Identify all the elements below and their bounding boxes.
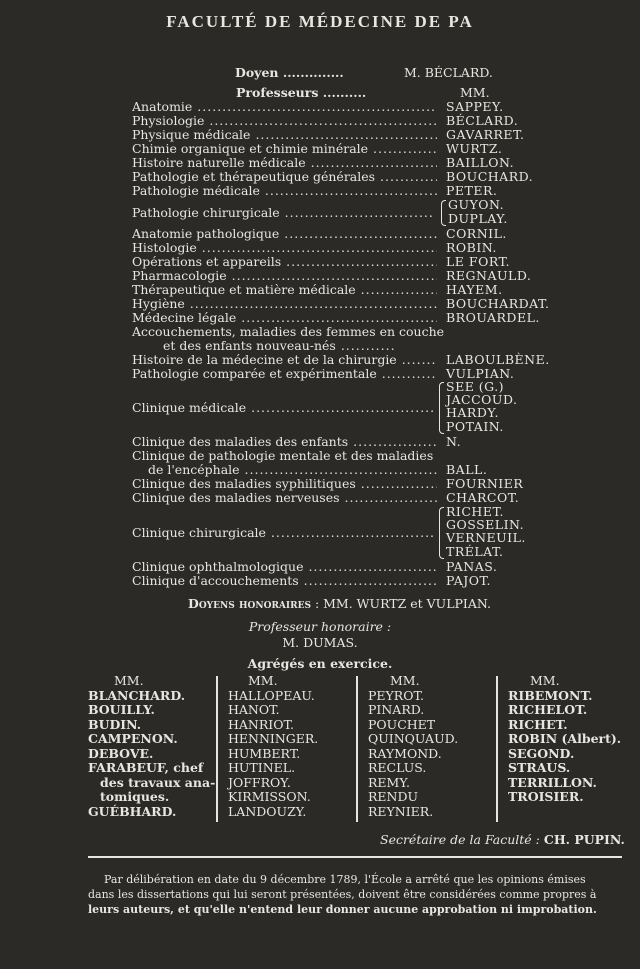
secretaire: Secrétaire de la Faculté : CH. PUPIN. [380, 832, 625, 847]
agrege-name: RENDU [368, 789, 419, 804]
subject-line: Clinique d'accouchements ..... [132, 574, 437, 588]
agrege-name: SEGOND. [508, 745, 575, 761]
note-line: leurs auteurs, et qu'elle n'entend leur donner aucune approbation ni improbation. [88, 903, 597, 916]
professor-name: VULPIAN. [446, 366, 515, 381]
agrege-name: JOFFROY. [228, 774, 291, 790]
subject-line: Pharmacologie ..... [132, 269, 437, 283]
doyen-name: M. BÉCLARD. [404, 65, 493, 80]
subject-line: Pathologie médicale ..... [132, 184, 437, 198]
subject-line: Opérations et appareils ..... [132, 255, 437, 269]
agrege-name: GUÉBHARD. [88, 803, 177, 819]
agrege-name: HANOT. [228, 702, 280, 717]
subject-line: Histologie ..... [132, 241, 437, 255]
agrege-name: REYNIER. [368, 803, 434, 819]
note-line: Par délibération en date du 9 décembre 1789, l'École a arrêté que les opinions émises [104, 873, 586, 886]
subject-line: Pathologie et thérapeutique générales ..... [132, 170, 437, 184]
column-divider [356, 676, 358, 822]
professor-name: LE FORT. [446, 254, 510, 269]
subject-line: Histoire de la médecine et de la chirurgie ..... [132, 353, 437, 367]
professor-name: CHARCOT. [446, 490, 520, 505]
professor-name: BÉCLARD. [446, 113, 519, 128]
professor-name: CORNIL. [446, 226, 507, 241]
subject-line: Clinique chirurgicale ..... [132, 526, 435, 540]
professeur-honoraire-name: M. DUMAS. [282, 635, 358, 650]
column-divider [216, 676, 218, 822]
professor-name: WURTZ. [446, 141, 503, 156]
column-header: MM. [248, 673, 278, 688]
professor-name: BOUCHARD. [446, 169, 534, 184]
agrege-name: KIRMISSON. [228, 789, 311, 804]
subject-line: Clinique des maladies syphilitiques ..... [132, 477, 437, 491]
agrege-name: tomiques. [100, 789, 170, 804]
column-header: MM. [390, 673, 420, 688]
agreges-heading: Agrégés en exercice. [247, 656, 393, 671]
professor-name: GOSSELIN. [446, 517, 525, 532]
subject-line: Thérapeutique et matière médicale ..... [132, 283, 437, 297]
brace [439, 507, 444, 559]
subject-line: Pathologie comparée et expérimentale ..... [132, 367, 437, 381]
subject-line: Physiologie ..... [132, 114, 437, 128]
column-divider [496, 676, 498, 822]
professeur-honoraire-label: Professeur honoraire : [248, 619, 392, 634]
page-title: FACULTÉ DE MÉDECINE DE PA [166, 12, 474, 31]
subject-line: Physique médicale ..... [132, 128, 437, 142]
agreges-column [88, 674, 215, 819]
subject-line: Pathologie chirurgicale ..... [132, 206, 435, 220]
agrege-name: HALLOPEAU. [228, 687, 315, 703]
professor-name: PAJOT. [446, 573, 492, 588]
professor-name: JACCOUD. [446, 392, 518, 407]
doyens-honoraires: Doyens honoraires : MM. WURTZ et VULPIAN. [188, 596, 491, 611]
professor-name: FOURNIER [446, 476, 524, 491]
doyen-label: Doyen .............. [235, 65, 344, 80]
professor-name: SAPPEY. [446, 99, 504, 114]
professor-name: HARDY. [446, 405, 499, 420]
agrege-name: RIBEMONT. [508, 687, 593, 703]
agrege-name: STRAUS. [508, 760, 571, 775]
professor-name: TRÉLAT. [446, 544, 504, 559]
agrege-name: DEBOVE. [88, 745, 154, 761]
professor-name: BOUCHARDAT. [446, 296, 550, 311]
agrege-name: ROBIN (Albert). [508, 731, 622, 746]
horizontal-rule [88, 856, 622, 858]
agrege-name: des travaux ana- [100, 774, 216, 790]
column-header: MM. [530, 673, 560, 688]
agrege-name: BOUILLY. [88, 702, 155, 717]
brace [441, 200, 446, 226]
agrege-name: POUCHET [368, 716, 436, 732]
professor-name: N. [446, 434, 462, 449]
subject-line: Clinique des maladies des enfants ..... [132, 435, 437, 449]
agrege-name: TROISIER. [508, 789, 584, 804]
agrege-name: RICHELOT. [508, 702, 588, 717]
professor-name: POTAIN. [446, 419, 504, 434]
professor-name: VERNEUIL. [446, 530, 526, 545]
agrege-name: RICHET. [508, 716, 568, 732]
professeurs-label: Professeurs .......... [236, 85, 367, 100]
professor-name: BAILLON. [446, 155, 515, 170]
agrege-name: PEYROT. [368, 687, 424, 703]
subject-line: Clinique des maladies nerveuses ..... [132, 491, 437, 505]
professor-name: GUYON. [448, 197, 505, 212]
professor-name: REGNAULD. [446, 268, 532, 283]
agrege-name: HUTINEL. [228, 760, 296, 775]
professor-name: ROBIN. [446, 240, 497, 255]
professeurs-mm: MM. [460, 85, 490, 100]
subject-line: Chimie organique et chimie minérale ..... [132, 142, 437, 156]
agrege-name: HUMBERT. [228, 745, 301, 761]
agrege-name: BUDIN. [88, 716, 142, 732]
subject-line: et des enfants nouveau-nés ..... [163, 339, 395, 353]
professor-name: DUPLAY. [448, 211, 508, 226]
subject-line: Clinique ophthalmologique ..... [132, 560, 437, 574]
agrege-name: PINARD. [368, 702, 425, 717]
agrege-name: CAMPENON. [88, 731, 178, 746]
agrege-name: RECLUS. [368, 760, 427, 775]
agrege-name: REMY. [368, 774, 410, 790]
professor-name: SEE (G.) [446, 379, 505, 394]
subject-line: Hygiène ..... [132, 297, 437, 311]
agrege-name: BLANCHARD. [88, 687, 186, 703]
professor-name: PANAS. [446, 559, 498, 574]
subject-line: Clinique médicale ..... [132, 401, 435, 415]
subject-line: Anatomie ..... [132, 100, 437, 114]
subject-line: Accouchements, maladies des femmes en couche [132, 324, 445, 339]
column-header: MM. [114, 673, 144, 688]
agrege-name: HANRIOT. [228, 716, 294, 732]
professor-name: LABOULBÈNE. [446, 352, 550, 367]
brace [439, 382, 444, 434]
subject-line: Histoire naturelle médicale ..... [132, 156, 437, 170]
professor-name: PETER. [446, 183, 498, 198]
professor-name: GAVARRET. [446, 127, 525, 142]
note-line: dans les dissertations qui lui seront présentées, doivent être considérées comme propres à [88, 888, 597, 901]
subject-line: Clinique de pathologie mentale et des maladies [132, 448, 434, 463]
agrege-name: LANDOUZY. [228, 803, 307, 819]
agreges-column [508, 674, 621, 805]
professor-name: RICHET. [446, 504, 504, 519]
subject-line: de l'encéphale ..... [148, 463, 437, 477]
agrege-name: QUINQUAUD. [368, 731, 459, 746]
agrege-name: TERRILLON. [508, 774, 597, 790]
professor-name: HAYEM. [446, 282, 503, 297]
agrege-name: FARABEUF, chef [88, 760, 204, 775]
subject-line: Anatomie pathologique ..... [132, 227, 437, 241]
subject-line: Médecine légale ..... [132, 311, 437, 325]
agreges-column [228, 674, 318, 819]
agrege-name: HENNINGER. [228, 731, 319, 746]
professor-name: BALL. [446, 462, 488, 477]
agrege-name: RAYMOND. [368, 745, 442, 761]
professor-name: BROUARDEL. [446, 310, 540, 325]
agreges-column [368, 674, 458, 819]
